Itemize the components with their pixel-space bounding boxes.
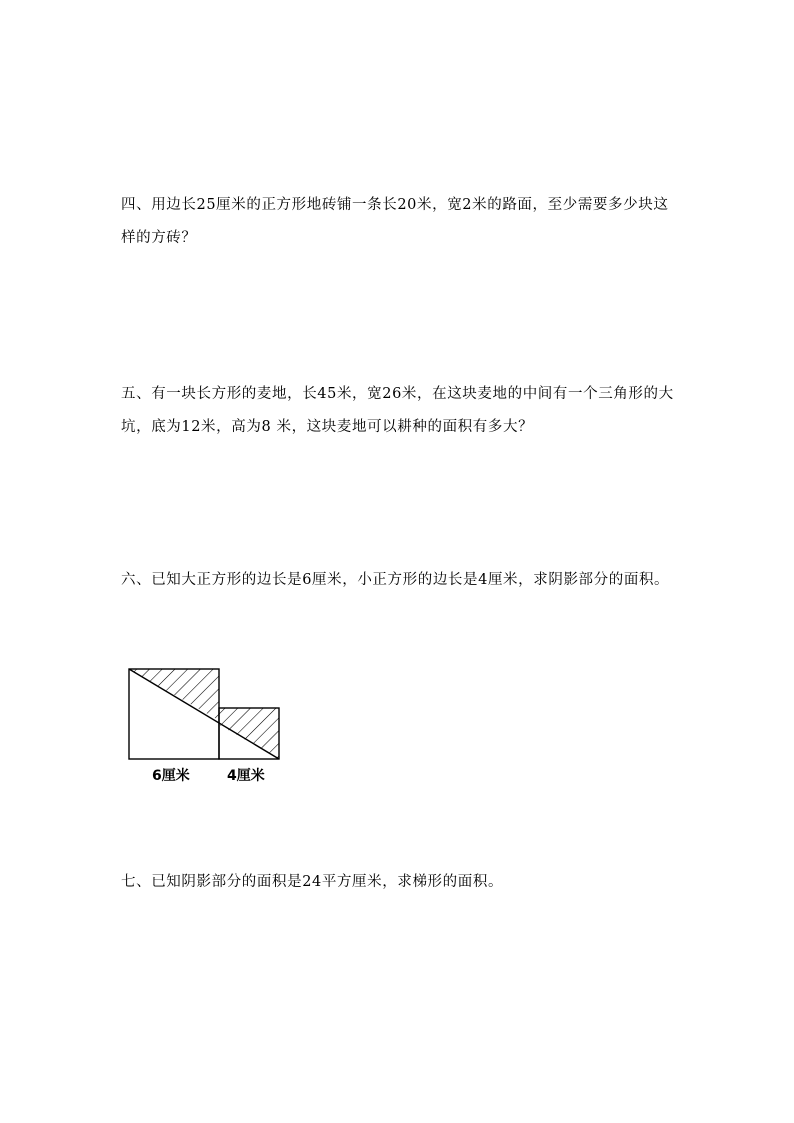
problem-4-text: 四、用边长25厘米的正方形地砖铺一条长20米，宽2米的路面，至少需要多少块这样的方砖？ [121, 197, 669, 246]
problem-5-text: 五、有一块长方形的麦地，长45米，宽26米，在这块麦地的中间有一个三角形的大坑，底为12米，高为8 米，这块麦地可以耕种的面积有多大？ [121, 386, 674, 435]
problem-7-text: 七、已知阴影部分的面积是24平方厘米，求梯形的面积。 [121, 874, 504, 890]
small-square-label: 4厘米 [227, 768, 265, 784]
squares-diagram [120, 660, 290, 790]
shaded-region-small [219, 708, 279, 759]
big-square-label: 6厘米 [152, 768, 190, 784]
squares-figure [120, 660, 290, 790]
problem-6-text: 六、已知大正方形的边长是6厘米，小正方形的边长是4厘米，求阴影部分的面积。 [121, 572, 670, 588]
